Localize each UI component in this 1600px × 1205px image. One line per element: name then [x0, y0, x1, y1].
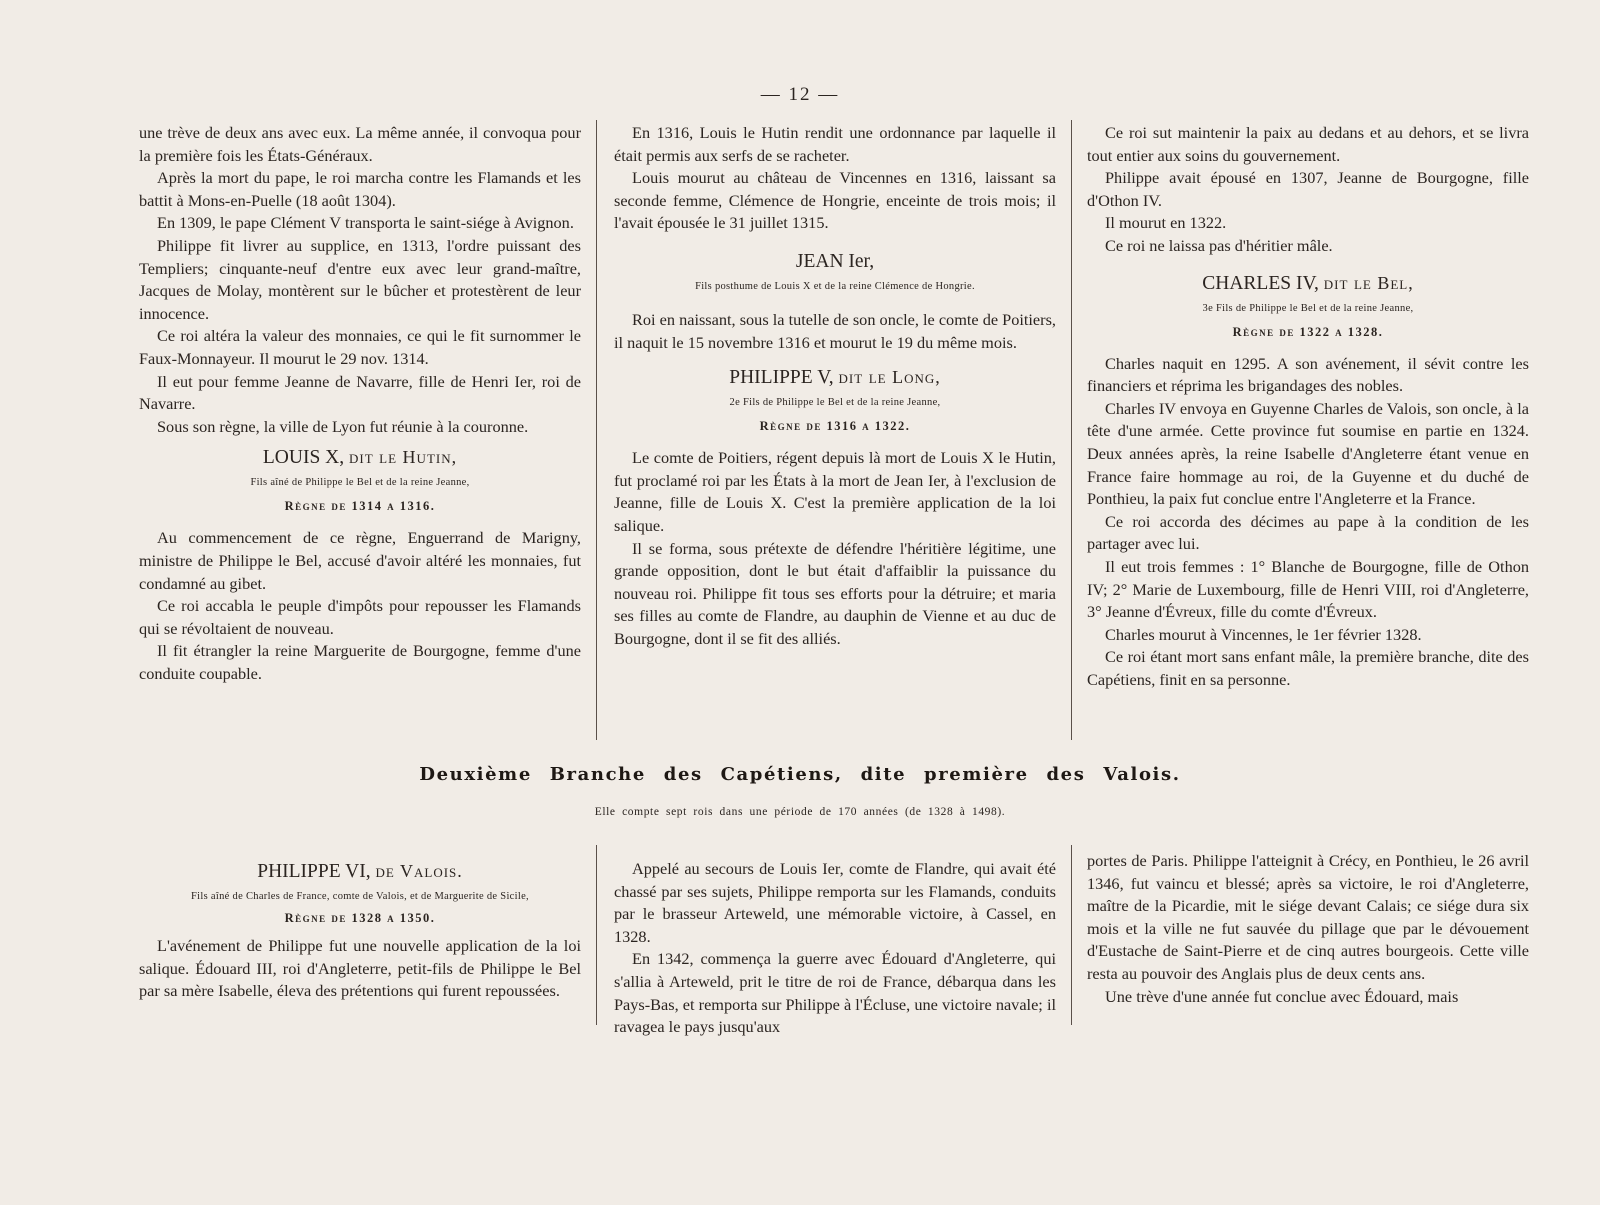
column-divider: [596, 120, 597, 740]
paragraph: En 1342, commença la guerre avec Édouard d'Angleterre, qui s'allia à Arteweld, prit le titre de roi de France, débarqua dans les Pays-Bas, et remporta sur Philippe à l'Écluse, une victoire navale; il ravagea le pays jusqu'aux: [614, 949, 1056, 1037]
column-2: [614, 122, 1056, 651]
paragraph: Il mourut en 1322.: [1105, 213, 1227, 233]
paragraph: Au commencement de ce règne, Enguerrand de Marigny, ministre de Philippe le Bel, accusé d'avoir altéré les monnaies, fut condamné au gibet.: [139, 528, 581, 593]
section-title: Deuxième Branche des Capétiens, dite première des Valois.: [419, 764, 1181, 785]
section-subtitle: Elle compte sept rois dans une période de 170 années (de 1328 à 1498).: [594, 806, 1006, 818]
column-3: [1087, 122, 1529, 691]
king-lineage: 2e Fils de Philippe le Bel et de la reine Jeanne,: [729, 397, 941, 409]
column-6: [1087, 850, 1529, 1008]
king-name: LOUIS X, dit le Hutin,: [262, 447, 458, 469]
column-divider: [1071, 120, 1072, 740]
king-lineage: Fils aîné de Charles de France, comte de Valois, et de Marguerite de Sicile,: [191, 891, 529, 902]
paragraph: Ce roi accorda des décimes au pape à la condition de les partager avec lui.: [1087, 511, 1529, 554]
paragraph: L'avénement de Philippe fut une nouvelle application de la loi salique. Édouard III, roi d'Angleterre, petit-fils de Philippe le Bel par sa mère Isabelle, éleva des prétentions qui furent repoussées.: [139, 936, 581, 1001]
column-divider: [596, 845, 597, 1025]
column-5: [614, 858, 1056, 1039]
paragraph: Il eut trois femmes : 1° Blanche de Bourgogne, fille de Othon IV; 2° Marie de Luxembourg, fille de Henri VIII, roi d'Angleterre, 3° Jeanne d'Évreux, fille du comte d'Évreux.: [1087, 556, 1529, 622]
paragraph: Ce roi étant mort sans enfant mâle, la première branche, dite des Capétiens, finit en sa personne.: [1087, 647, 1529, 689]
king-lineage: 3e Fils de Philippe le Bel et de la reine Jeanne,: [1202, 302, 1414, 314]
king-reign: Règne de 1316 a 1322.: [759, 419, 911, 434]
paragraph: Il eut pour femme Jeanne de Navarre, fille de Henri Ier, roi de Navarre.: [139, 371, 581, 414]
paragraph: Sous son règne, la ville de Lyon fut réunie à la couronne.: [157, 416, 529, 436]
column-4: [139, 858, 581, 1003]
paragraph: Ce roi altéra la valeur des monnaies, ce qui le fit surnommer le Faux-Monnayeur. Il mourut le 29 nov. 1314.: [139, 326, 581, 368]
paragraph: portes de Paris. Philippe l'atteignit à Crécy, en Ponthieu, le 26 avril 1346, fut vaincu et blessé; après sa victoire, le roi d'Angleterre, maître de la Picardie, mit le siége devant Calais; ce siége dura six mois et la ville ne fut sauvée du pillage que par le dévouement d'Eustache de Saint-Pierre et de cinq autres bourgeois. Cette ville resta au pouvoir des Anglais plus de deux cents ans.: [1087, 851, 1529, 983]
paragraph: Ce roi ne laissa pas d'héritier mâle.: [1105, 235, 1333, 255]
paragraph: Ce roi sut maintenir la paix au dedans et au dehors, et se livra tout entier aux soins du gouvernement.: [1087, 123, 1529, 165]
king-reign: Règne de 1322 a 1328.: [1232, 324, 1384, 339]
king-heading-jean-i: [614, 249, 1056, 295]
king-reign: Règne de 1328 a 1350.: [284, 911, 436, 925]
king-heading-philippe-vi: [139, 858, 581, 927]
paragraph: Charles IV envoya en Guyenne Charles de Valois, son oncle, à la tête d'une armée. Cette province fut soumise en partie en 1324. Deux années après, la reine Isabelle d'Angleterre étant venue en France faire hommage au roi, de la Guyenne et du duché de Ponthieu, la paix fut conclue entre l'Angleterre et la France.: [1087, 398, 1529, 509]
paragraph: Une trève d'une année fut conclue avec Édouard, mais: [1105, 986, 1459, 1006]
king-name: CHARLES IV, dit le Bel,: [1202, 272, 1414, 294]
column-divider: [1071, 845, 1072, 1025]
king-name: PHILIPPE V, dit le Long,: [729, 367, 941, 389]
paragraph: Roi en naissant, sous la tutelle de son oncle, le comte de Poitiers, il naquit le 15 novembre 1316 et mourut le 19 du même mois.: [614, 309, 1056, 352]
king-heading-philippe-v: [614, 364, 1056, 435]
paragraph: Il se forma, sous prétexte de défendre l'héritière légitime, une grande opposition, dont le but était d'affaiblir la puissance du nouveau roi. Philippe fit tous ses efforts pour la détruire; et maria ses filles au comte de Flandre, au dauphin de Vienne et au duc de Bourgogne, dont il se fit des alliés.: [614, 538, 1056, 648]
king-heading-louis-x: [139, 444, 581, 515]
paragraph: En 1309, le pape Clément V transporta le saint-siége à Avignon.: [157, 213, 574, 233]
paragraph: En 1316, Louis le Hutin rendit une ordonnance par laquelle il était permis aux serfs de se racheter.: [614, 123, 1056, 165]
king-name: JEAN Ier,: [795, 250, 875, 272]
king-heading-charles-iv: [1087, 270, 1529, 341]
king-name: PHILIPPE VI, de Valois.: [257, 861, 463, 882]
king-lineage: Fils posthume de Louis X et de la reine Clémence de Hongrie.: [695, 280, 975, 292]
paragraph: Appelé au secours de Louis Ier, comte de Flandre, qui avait été chassé par ses sujets, Philippe remporta sur les Flamands, conduits par le brasseur Arteweld, une mémorable victoire, à Cassel, en 1328.: [614, 859, 1056, 946]
page-number: — 12 —: [760, 84, 840, 105]
paragraph: Le comte de Poitiers, régent depuis là mort de Louis X le Hutin, fut proclamé roi par les États à la mort de Jean Ier, à l'exclusion de Jeanne, fille de Louis X. C'est la première application de la loi salique.: [614, 448, 1056, 535]
column-1: [139, 122, 581, 685]
king-lineage: Fils aîné de Philippe le Bel et de la reine Jeanne,: [250, 477, 470, 489]
paragraph: Il fit étrangler la reine Marguerite de Bourgogne, femme d'une conduite coupable.: [139, 641, 581, 683]
paragraph: Philippe avait épousé en 1307, Jeanne de Bourgogne, fille d'Othon IV.: [1087, 168, 1529, 210]
paragraph: Charles naquit en 1295. A son avénement, il sévit contre les financiers et réprima les brigandages des nobles.: [1087, 353, 1529, 396]
king-reign: Règne de 1314 a 1316.: [284, 499, 436, 514]
paragraph: Après la mort du pape, le roi marcha contre les Flamands et les battit à Mons-en-Puelle (18 août 1304).: [139, 168, 581, 210]
paragraph: Louis mourut au château de Vincennes en 1316, laissant sa seconde femme, Clémence de Hongrie, enceinte de trois mois; il l'avait épousée le 31 juillet 1315.: [614, 168, 1056, 233]
paragraph: Charles mourut à Vincennes, le 1er février 1328.: [1105, 624, 1422, 644]
paragraph: une trève de deux ans avec eux. La même année, il convoqua pour la première fois les États-Généraux.: [139, 123, 581, 165]
paragraph: Philippe fit livrer au supplice, en 1313, l'ordre puissant des Templiers; cinquante-neuf d'entre eux avec leur grand-maître, Jacques de Molay, montèrent sur le bûcher et protestèrent de leur innocence.: [139, 235, 581, 323]
paragraph: Ce roi accabla le peuple d'impôts pour repousser les Flamands qui se révoltaient de nouveau.: [139, 596, 581, 638]
